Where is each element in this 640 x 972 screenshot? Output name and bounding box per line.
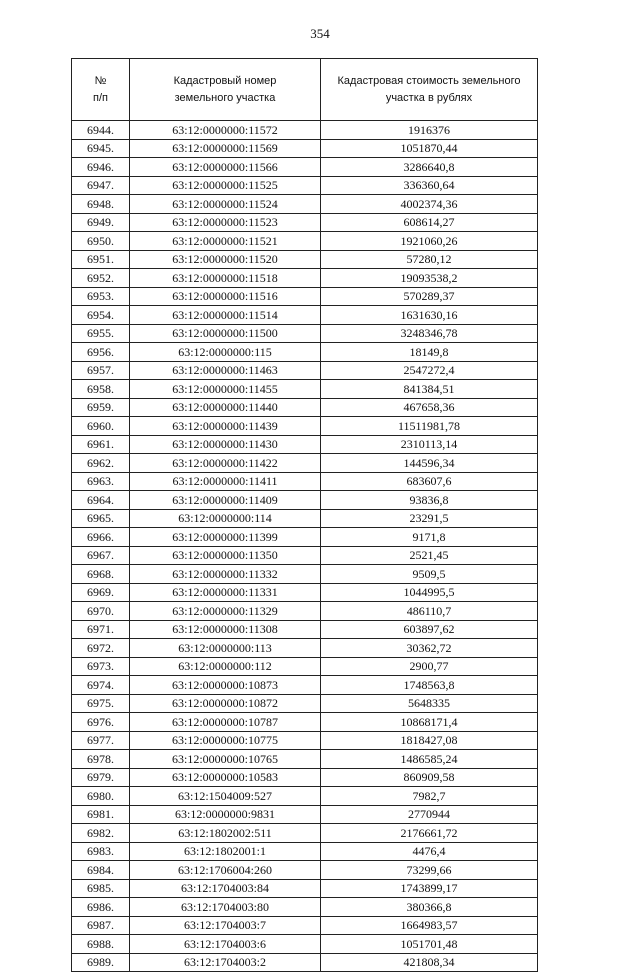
cadastral-value: 570289,37	[321, 287, 538, 306]
row-number: 6986.	[72, 898, 130, 917]
table-body	[72, 121, 538, 972]
table-row	[72, 417, 538, 436]
cadastral-value: 11511981,78	[321, 417, 538, 436]
table-row	[72, 602, 538, 621]
cadastral-value: 9509,5	[321, 565, 538, 584]
row-number: 6945.	[72, 139, 130, 158]
cadastral-value: 5648335	[321, 694, 538, 713]
cadastral-number: 63:12:1704003:80	[130, 898, 321, 917]
header-cadastral-number: Кадастровый номер земельного участка	[130, 59, 321, 121]
cadastral-number: 63:12:0000000:11332	[130, 565, 321, 584]
cadastral-value: 380366,8	[321, 898, 538, 917]
row-number: 6984.	[72, 861, 130, 880]
table-row	[72, 639, 538, 658]
table-row	[72, 287, 538, 306]
cadastral-number: 63:12:1704003:84	[130, 879, 321, 898]
row-number: 6967.	[72, 546, 130, 565]
row-number: 6969.	[72, 583, 130, 602]
table-row	[72, 583, 538, 602]
cadastral-number: 63:12:0000000:11518	[130, 269, 321, 288]
cadastral-number: 63:12:0000000:11430	[130, 435, 321, 454]
cadastral-number: 63:12:0000000:11422	[130, 454, 321, 473]
cadastral-number: 63:12:0000000:115	[130, 343, 321, 362]
table-row	[72, 472, 538, 491]
cadastral-number: 63:12:0000000:11463	[130, 361, 321, 380]
header-row	[72, 59, 538, 121]
row-number: 6988.	[72, 935, 130, 954]
table-row	[72, 528, 538, 547]
cadastral-number: 63:12:0000000:11329	[130, 602, 321, 621]
header-cadastral-value: Кадастровая стоимость земельного участка в рублях	[321, 59, 538, 121]
cadastral-value: 1051870,44	[321, 139, 538, 158]
cadastral-number: 63:12:0000000:11409	[130, 491, 321, 510]
cadastral-number: 63:12:0000000:114	[130, 509, 321, 528]
cadastral-number: 63:12:0000000:112	[130, 657, 321, 676]
table-row	[72, 694, 538, 713]
row-number: 6954.	[72, 306, 130, 325]
cadastral-number: 63:12:0000000:11399	[130, 528, 321, 547]
row-number: 6955.	[72, 324, 130, 343]
cadastral-value: 1664983,57	[321, 916, 538, 935]
cadastral-value: 2770944	[321, 805, 538, 824]
cadastral-number: 63:12:0000000:113	[130, 639, 321, 658]
cadastral-value: 19093538,2	[321, 269, 538, 288]
row-number: 6960.	[72, 417, 130, 436]
table-row	[72, 306, 538, 325]
cadastral-number: 63:12:0000000:11440	[130, 398, 321, 417]
cadastral-value: 1916376	[321, 121, 538, 140]
table-row	[72, 916, 538, 935]
row-number: 6961.	[72, 435, 130, 454]
table-row	[72, 898, 538, 917]
cadastral-value: 2310113,14	[321, 435, 538, 454]
cadastral-value: 30362,72	[321, 639, 538, 658]
cadastral-value-table	[71, 58, 538, 972]
table-row	[72, 361, 538, 380]
cadastral-number: 63:12:0000000:11308	[130, 620, 321, 639]
cadastral-value: 603897,62	[321, 620, 538, 639]
row-number: 6973.	[72, 657, 130, 676]
cadastral-number: 63:12:0000000:11521	[130, 232, 321, 251]
row-number: 6963.	[72, 472, 130, 491]
cadastral-value: 3286640,8	[321, 158, 538, 177]
cadastral-number: 63:12:0000000:10765	[130, 750, 321, 769]
cadastral-number: 63:12:1706004:260	[130, 861, 321, 880]
cadastral-value: 93836,8	[321, 491, 538, 510]
table-row	[72, 324, 538, 343]
cadastral-value: 2900,77	[321, 657, 538, 676]
cadastral-number: 63:12:0000000:11523	[130, 213, 321, 232]
cadastral-value: 1044995,5	[321, 583, 538, 602]
cadastral-number: 63:12:0000000:11331	[130, 583, 321, 602]
table-row	[72, 879, 538, 898]
cadastral-value: 4002374,36	[321, 195, 538, 214]
table-row	[72, 935, 538, 954]
row-number: 6966.	[72, 528, 130, 547]
cadastral-number: 63:12:0000000:11524	[130, 195, 321, 214]
cadastral-value: 860909,58	[321, 768, 538, 787]
row-number: 6951.	[72, 250, 130, 269]
table-row	[72, 620, 538, 639]
cadastral-value: 4476,4	[321, 842, 538, 861]
row-number: 6974.	[72, 676, 130, 695]
row-number: 6959.	[72, 398, 130, 417]
cadastral-number: 63:12:0000000:11455	[130, 380, 321, 399]
cadastral-value: 608614,27	[321, 213, 538, 232]
cadastral-number: 63:12:0000000:10872	[130, 694, 321, 713]
row-number: 6980.	[72, 787, 130, 806]
table-row	[72, 343, 538, 362]
row-number: 6972.	[72, 639, 130, 658]
cadastral-number: 63:12:1504009:527	[130, 787, 321, 806]
table-header	[72, 59, 538, 121]
cadastral-value: 336360,64	[321, 176, 538, 195]
cadastral-number: 63:12:0000000:11520	[130, 250, 321, 269]
row-number: 6971.	[72, 620, 130, 639]
table-row	[72, 195, 538, 214]
cadastral-value: 2176661,72	[321, 824, 538, 843]
table-row	[72, 158, 538, 177]
table-row	[72, 121, 538, 140]
row-number: 6957.	[72, 361, 130, 380]
row-number: 6944.	[72, 121, 130, 140]
header-number: № п/п	[72, 59, 130, 121]
row-number: 6977.	[72, 731, 130, 750]
cadastral-number: 63:12:1704003:7	[130, 916, 321, 935]
row-number: 6968.	[72, 565, 130, 584]
row-number: 6975.	[72, 694, 130, 713]
cadastral-number: 63:12:1704003:6	[130, 935, 321, 954]
cadastral-number: 63:12:0000000:11572	[130, 121, 321, 140]
row-number: 6953.	[72, 287, 130, 306]
cadastral-number: 63:12:0000000:11569	[130, 139, 321, 158]
row-number: 6949.	[72, 213, 130, 232]
cadastral-number: 63:12:1704003:2	[130, 953, 321, 972]
row-number: 6950.	[72, 232, 130, 251]
cadastral-number: 63:12:0000000:11525	[130, 176, 321, 195]
cadastral-number: 63:12:0000000:11350	[130, 546, 321, 565]
table-row	[72, 269, 538, 288]
table-row	[72, 213, 538, 232]
cadastral-value: 7982,7	[321, 787, 538, 806]
cadastral-number: 63:12:0000000:10775	[130, 731, 321, 750]
table-row	[72, 842, 538, 861]
cadastral-number: 63:12:0000000:10583	[130, 768, 321, 787]
cadastral-value: 57280,12	[321, 250, 538, 269]
table-row	[72, 824, 538, 843]
row-number: 6981.	[72, 805, 130, 824]
row-number: 6985.	[72, 879, 130, 898]
cadastral-number: 63:12:0000000:11566	[130, 158, 321, 177]
table-row	[72, 176, 538, 195]
row-number: 6952.	[72, 269, 130, 288]
table-row	[72, 787, 538, 806]
row-number: 6962.	[72, 454, 130, 473]
cadastral-value: 1631630,16	[321, 306, 538, 325]
cadastral-number: 63:12:0000000:10787	[130, 713, 321, 732]
row-number: 6978.	[72, 750, 130, 769]
row-number: 6964.	[72, 491, 130, 510]
table-row	[72, 509, 538, 528]
table-row	[72, 768, 538, 787]
cadastral-value: 9171,8	[321, 528, 538, 547]
cadastral-number: 63:12:1802001:1	[130, 842, 321, 861]
cadastral-value: 144596,34	[321, 454, 538, 473]
cadastral-value: 841384,51	[321, 380, 538, 399]
table-row	[72, 454, 538, 473]
cadastral-number: 63:12:0000000:11411	[130, 472, 321, 491]
table-row	[72, 805, 538, 824]
row-number: 6946.	[72, 158, 130, 177]
table-row	[72, 380, 538, 399]
cadastral-value: 3248346,78	[321, 324, 538, 343]
cadastral-number: 63:12:0000000:11439	[130, 417, 321, 436]
table-row	[72, 398, 538, 417]
cadastral-value: 1486585,24	[321, 750, 538, 769]
table-row	[72, 713, 538, 732]
table-row	[72, 750, 538, 769]
row-number: 6970.	[72, 602, 130, 621]
table-row	[72, 435, 538, 454]
row-number: 6987.	[72, 916, 130, 935]
cadastral-value: 1921060,26	[321, 232, 538, 251]
cadastral-number: 63:12:0000000:11500	[130, 324, 321, 343]
table-row	[72, 250, 538, 269]
row-number: 6958.	[72, 380, 130, 399]
row-number: 6965.	[72, 509, 130, 528]
cadastral-value: 1818427,08	[321, 731, 538, 750]
cadastral-value: 683607,6	[321, 472, 538, 491]
table-row	[72, 546, 538, 565]
table-row	[72, 139, 538, 158]
cadastral-value: 73299,66	[321, 861, 538, 880]
cadastral-number: 63:12:0000000:11516	[130, 287, 321, 306]
row-number: 6989.	[72, 953, 130, 972]
cadastral-number: 63:12:0000000:9831	[130, 805, 321, 824]
table-row	[72, 731, 538, 750]
row-number: 6976.	[72, 713, 130, 732]
table-row	[72, 676, 538, 695]
table-row	[72, 953, 538, 972]
cadastral-value: 23291,5	[321, 509, 538, 528]
page-number: 354	[310, 26, 330, 41]
cadastral-value: 10868171,4	[321, 713, 538, 732]
cadastral-value: 1051701,48	[321, 935, 538, 954]
cadastral-value: 1743899,17	[321, 879, 538, 898]
cadastral-value: 18149,8	[321, 343, 538, 362]
row-number: 6983.	[72, 842, 130, 861]
cadastral-value: 486110,7	[321, 602, 538, 621]
cadastral-value: 2547272,4	[321, 361, 538, 380]
table-row	[72, 861, 538, 880]
cadastral-value: 421808,34	[321, 953, 538, 972]
cadastral-value: 467658,36	[321, 398, 538, 417]
cadastral-value: 2521,45	[321, 546, 538, 565]
row-number: 6948.	[72, 195, 130, 214]
cadastral-number: 63:12:0000000:10873	[130, 676, 321, 695]
row-number: 6979.	[72, 768, 130, 787]
table-row	[72, 657, 538, 676]
table-row	[72, 565, 538, 584]
table-row	[72, 232, 538, 251]
row-number: 6982.	[72, 824, 130, 843]
row-number: 6956.	[72, 343, 130, 362]
row-number: 6947.	[72, 176, 130, 195]
table-row	[72, 491, 538, 510]
cadastral-number: 63:12:1802002:511	[130, 824, 321, 843]
cadastral-number: 63:12:0000000:11514	[130, 306, 321, 325]
cadastral-value: 1748563,8	[321, 676, 538, 695]
